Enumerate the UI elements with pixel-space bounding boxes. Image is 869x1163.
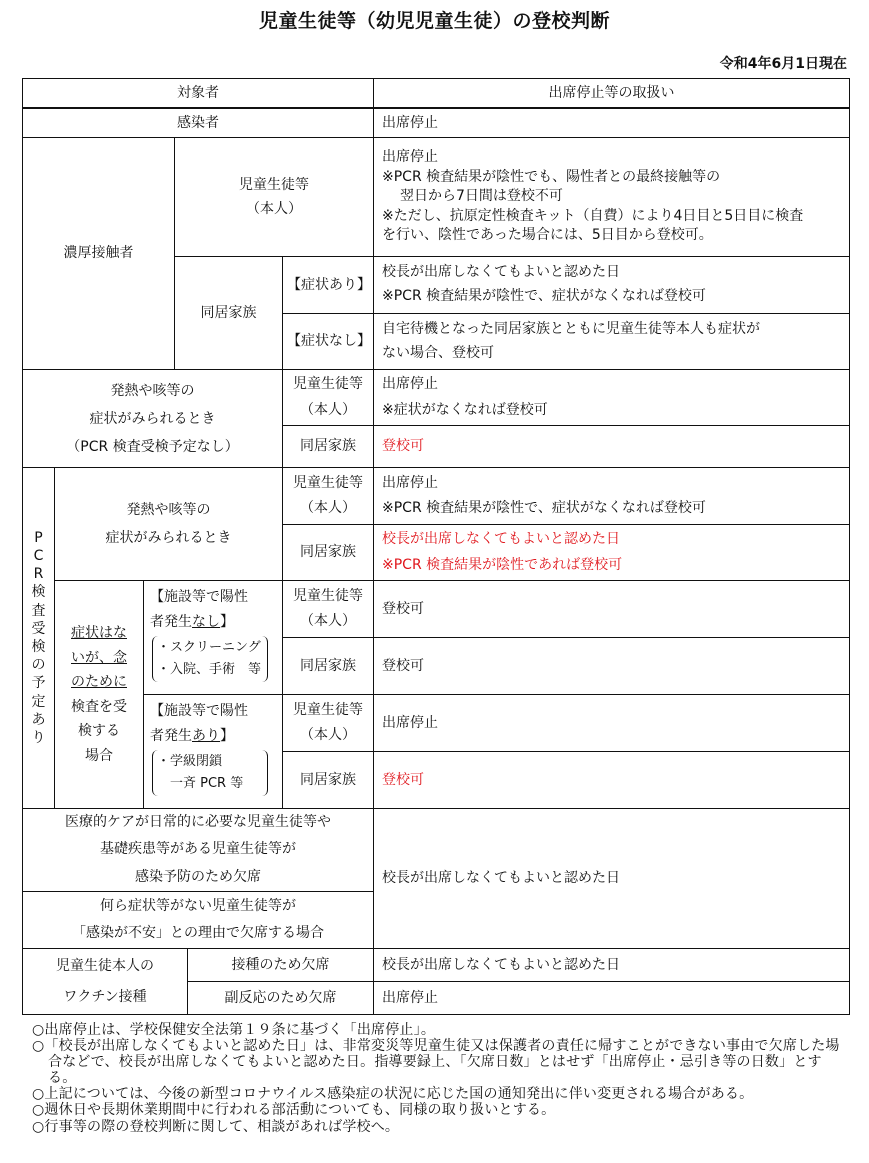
note-item: ○上記については、今後の新型コロナウイルス感染症の状況に応じた国の通知発出に伴い変更される場合がある。 (32, 1086, 754, 1103)
note-item: ○「校長が出席しなくてもよいと認めた日」は、非常変災等児童生徒又は保護者の責任に帰すことができない事由で欠席した場合などで、校長が出席しなくてもよいと認めた日。指導要録上、「欠席日数」とはせず「出席停止・忌引き等の日数」とする。 (32, 1038, 840, 1087)
note-item: ○週休日や長期休業期間中に行われる部活動についても、同様の取り扱いとする。 (32, 1102, 556, 1119)
note-item: ○出席停止は、学校保健安全法第１９条に基づく「出席停止」。 (32, 1022, 436, 1038)
close-contact-self-handling: 出席停止 ※PCR 検査結果が陰性でも、陽性者との最終接触等の 翌日から7日間は登校不可 ※ただし、抗原定性検査キット（自費）により4日目と5日目に検査 を行い、陰性であった場合には、5日目から登校可。 (374, 138, 850, 257)
notes (32, 1022, 850, 1135)
vaccine-side-label: 副反応のため欠席 (188, 982, 374, 1015)
symptom-no-label: 【症状なし】 (283, 314, 374, 370)
fever-no-pcr-family-handling: 登校可 (374, 426, 850, 468)
page-title: 児童生徒等（幼児児童生徒）の登校判断 (258, 10, 610, 32)
pcr-none-family-handling: 登校可 (374, 638, 850, 695)
close-contact-self-label: 児童生徒等 （本人） (175, 138, 374, 257)
medical-care-label: 医療的ケアが日常的に必要な児童生徒等や 基礎疾患等がある児童生徒等が 感染予防のため欠席 (23, 809, 374, 892)
vaccine-for-label: 接種のため欠席 (188, 949, 374, 982)
fever-no-pcr-self-label: 児童生徒等 （本人） (283, 370, 374, 426)
header-target: 対象者 (23, 79, 374, 108)
infected-handling: 出席停止 (374, 108, 850, 138)
symptom-yes-handling: 校長が出席しなくてもよいと認めた日 ※PCR 検査結果が陰性で、症状がなくなれば登校可 (374, 257, 850, 314)
pcr-yes-family-handling: 登校可 (374, 752, 850, 809)
close-contact-label: 濃厚接触者 (23, 138, 175, 370)
header-handling: 出席停止等の取扱い (374, 79, 850, 108)
vaccine-label: 児童生徒本人の ワクチン接種 (23, 949, 188, 1015)
infected-row (23, 108, 850, 138)
pcr-fever-label: 発熱や咳等の 症状がみられるとき (55, 468, 283, 581)
medical-care-row (23, 809, 850, 892)
pcr-none-self-handling: 登校可 (374, 581, 850, 638)
pcr-yes-self-handling: 出席停止 (374, 695, 850, 752)
pcr-fever-self-handling: 出席停止 ※PCR 検査結果が陰性で、症状がなくなれば登校可 (374, 468, 850, 525)
pcr-none-family-label: 同居家族 (283, 638, 374, 695)
pcr-yes-family-label: 同居家族 (283, 752, 374, 809)
anxiety-label: 何ら症状等がない児童生徒等が 「感染が不安」との理由で欠席する場合 (23, 892, 374, 949)
fever-no-pcr-label: 発熱や咳等の 症状がみられるとき （PCR 検査受検予定なし） (23, 370, 283, 468)
facility-yes-label: 【施設等で陽性 者発生あり】 ・学級閉鎖 一斉 PCR 等 (144, 695, 283, 809)
symptom-yes-label: 【症状あり】 (283, 257, 374, 314)
close-contact-family-label: 同居家族 (175, 257, 283, 370)
pcr-fever-family-handling: 校長が出席しなくてもよいと認めた日 ※PCR 検査結果が陰性であれば登校可 (374, 525, 850, 581)
symptom-no-handling: 自宅待機となった同居家族とともに児童生徒等本人も症状が ない場合、登校可 (374, 314, 850, 370)
close-contact-self-row (23, 138, 850, 257)
vaccine-for-row (23, 949, 850, 982)
pcr-fever-family-label: 同居家族 (283, 525, 374, 581)
note-item: ○行事等の際の登校判断に関して、相談があれば学校へ。 (32, 1118, 400, 1135)
vaccine-for-handling: 校長が出席しなくてもよいと認めた日 (374, 949, 850, 982)
header-row (23, 79, 850, 108)
as-of-date: 令和4年6月1日現在 (719, 56, 847, 72)
vaccine-side-handling: 出席停止 (374, 982, 850, 1015)
pcr-fever-self-row (23, 468, 850, 525)
fever-no-pcr-self-handling: 出席停止 ※症状がなくなれば登校可 (374, 370, 850, 426)
medical-handling: 校長が出席しなくてもよいと認めた日 (374, 809, 850, 949)
fever-no-pcr-family-label: 同居家族 (283, 426, 374, 468)
pcr-none-self-label: 児童生徒等 （本人） (283, 581, 374, 638)
pcr-yes-self-label: 児童生徒等 （本人） (283, 695, 374, 752)
pcr-no-symptom-label: 症状はな いが、念 のために 検査を受 検する 場合 (55, 581, 144, 809)
pcr-nosymptom-yes-self-row (23, 695, 850, 752)
pcr-fever-self-label: 児童生徒等 （本人） (283, 468, 374, 525)
pcr-scheduled-vertical-label: P C R 検 査 受 検 の 予 定 あ り (23, 468, 55, 809)
infected-label: 感染者 (23, 108, 374, 138)
attendance-table (22, 78, 850, 1015)
facility-none-examples: ・スクリーニング ・入院、手術 等 (152, 636, 268, 682)
facility-none-label: 【施設等で陽性 者発生なし】 ・スクリーニング ・入院、手術 等 (144, 581, 283, 695)
fever-self-row (23, 370, 850, 426)
facility-yes-examples: ・学級閉鎖 一斉 PCR 等 (152, 750, 268, 796)
pcr-nosymptom-none-self-row (23, 581, 850, 638)
